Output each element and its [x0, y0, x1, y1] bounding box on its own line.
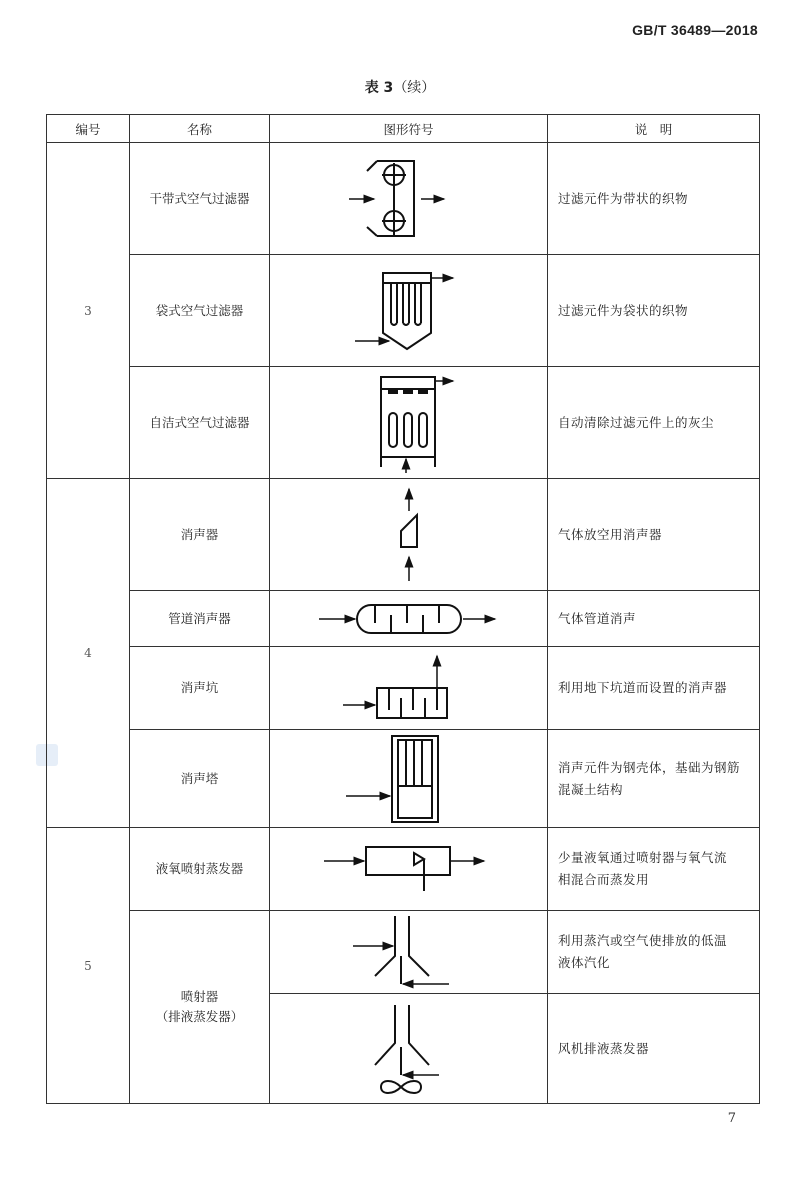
table-row [47, 730, 760, 828]
column-header-description: 说 明 [548, 115, 760, 143]
table-header-row [47, 115, 760, 143]
table-row [47, 255, 760, 367]
lox-jet-evaporator-symbol [270, 828, 548, 911]
item-name: 液氧喷射蒸发器 [130, 828, 270, 911]
description-line: 相混合而蒸发用 [558, 872, 650, 887]
item-description: 风机排液蒸发器 [548, 994, 760, 1104]
item-description: 气体放空用消声器 [548, 479, 760, 591]
pipe-silencer-symbol [270, 591, 548, 647]
table-title-suffix: （续） [393, 80, 436, 96]
item-description: 利用地下坑道而设置的消声器 [548, 647, 760, 730]
description-line: 利用蒸汽或空气使排放的低温 [558, 933, 728, 948]
page-number: 7 [727, 1111, 736, 1126]
name-line: （排液蒸发器） [155, 1009, 244, 1024]
item-description: 自动清除过滤元件上的灰尘 [548, 367, 760, 479]
silencer-tower-symbol [270, 730, 548, 828]
item-description [548, 911, 760, 994]
item-description: 过滤元件为带状的织物 [548, 143, 760, 255]
silencer-symbol [270, 479, 548, 591]
description-line: 消声元件为钢壳体，基础为钢筋 [558, 759, 741, 775]
table-title [0, 77, 800, 97]
column-header-symbol: 图形符号 [270, 115, 548, 143]
item-name: 消声器 [130, 479, 270, 591]
name-line: 喷射器 [180, 989, 219, 1004]
table-row [47, 647, 760, 730]
item-name: 干带式空气过滤器 [130, 143, 270, 255]
self-cleaning-filter-symbol [270, 367, 548, 479]
belt-filter-symbol [270, 143, 548, 255]
description-line: 混凝土结构 [558, 781, 624, 797]
item-name: 袋式空气过滤器 [130, 255, 270, 367]
item-description: 气体管道消声 [548, 591, 760, 647]
group-number: 4 [47, 479, 130, 828]
ejector-steam-symbol [270, 911, 548, 994]
item-name: 自洁式空气过滤器 [130, 367, 270, 479]
item-description: 过滤元件为袋状的织物 [548, 255, 760, 367]
symbols-table [46, 114, 760, 1104]
item-description [548, 828, 760, 911]
table-row [47, 828, 760, 911]
table-row [47, 911, 760, 994]
table-row [47, 143, 760, 255]
item-name: 管道消声器 [130, 591, 270, 647]
column-header-number: 编号 [47, 115, 130, 143]
group-number: 3 [47, 143, 130, 479]
group-number: 5 [47, 828, 130, 1104]
item-name [130, 911, 270, 1104]
description-line: 少量液氧通过喷射器与氧气流 [558, 850, 728, 865]
ejector-fan-symbol [270, 994, 548, 1104]
item-name: 消声塔 [130, 730, 270, 828]
table-title-label: 表 3 [364, 80, 394, 96]
table-row [47, 591, 760, 647]
bag-filter-symbol [270, 255, 548, 367]
silencer-pit-symbol [270, 647, 548, 730]
standard-code: GB/T 36489—2018 [632, 22, 758, 38]
column-header-name: 名称 [130, 115, 270, 143]
description-line: 液体汽化 [558, 955, 611, 970]
item-description [548, 730, 760, 828]
table-row [47, 367, 760, 479]
item-name: 消声坑 [130, 647, 270, 730]
table-row [47, 479, 760, 591]
